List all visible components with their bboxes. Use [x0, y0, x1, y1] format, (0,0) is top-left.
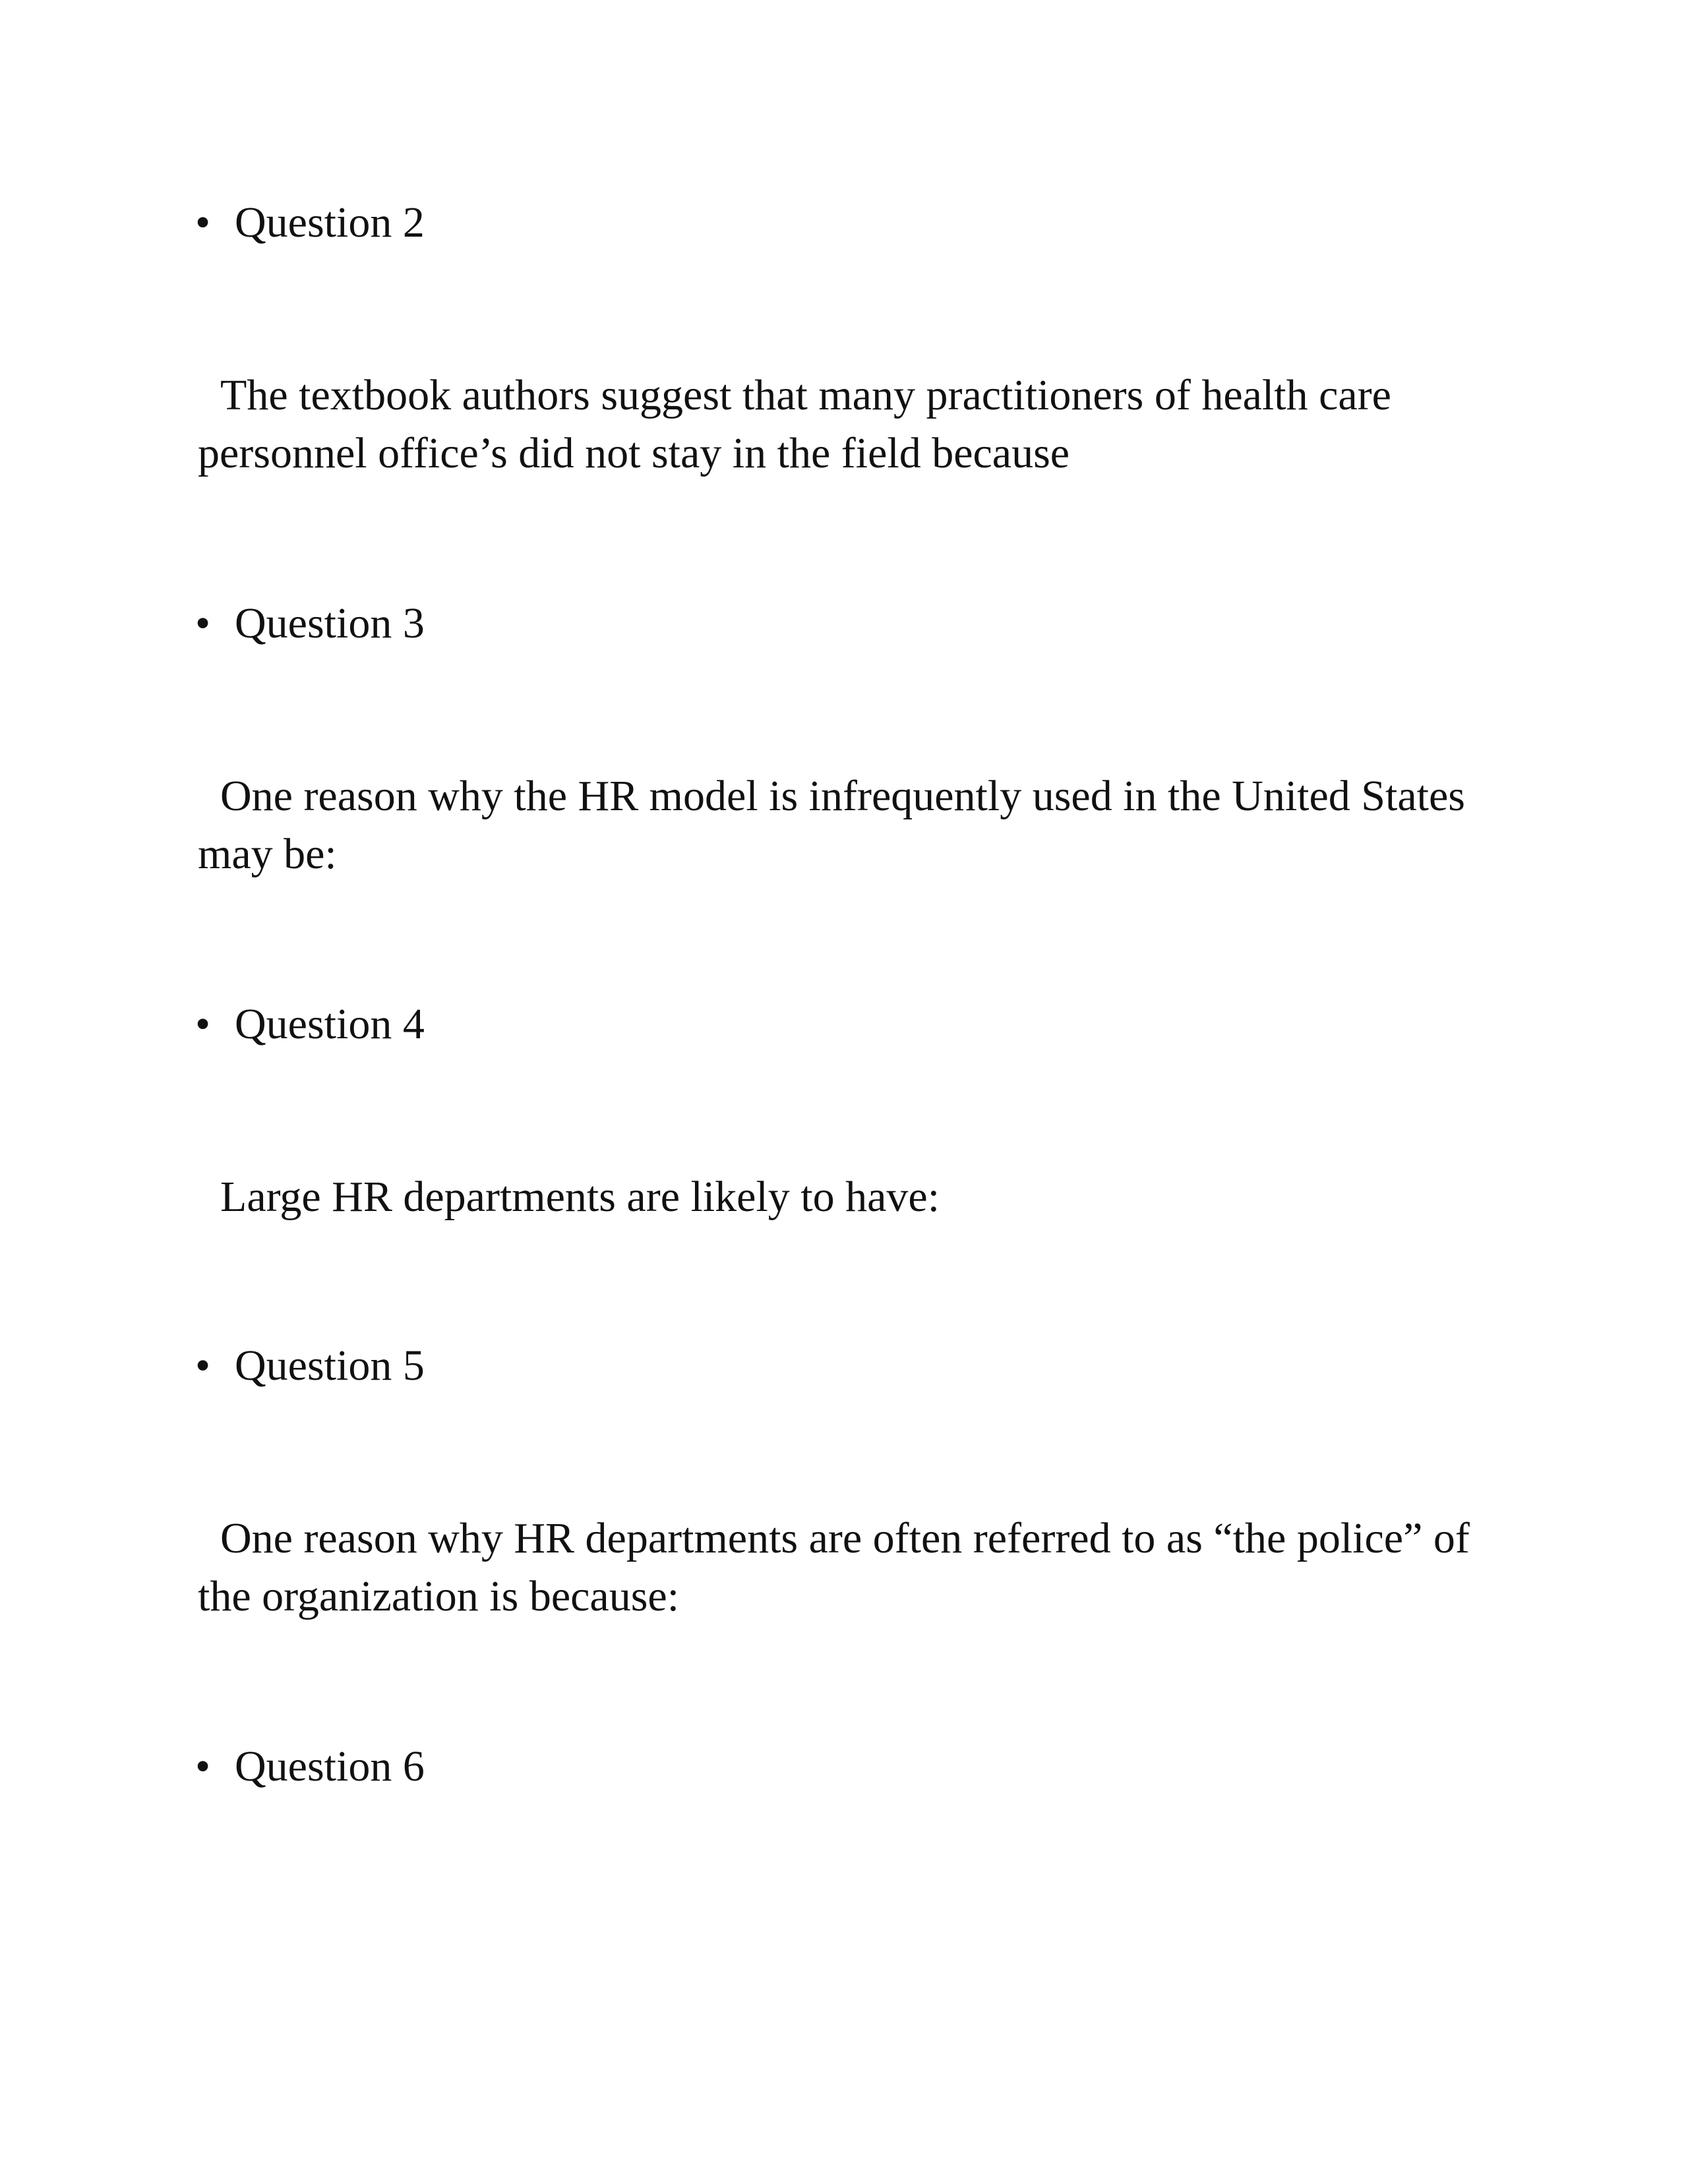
bullet-icon: • — [195, 1342, 211, 1390]
question-2-text: The textbook authors suggest that many practitioners of health care personnel office’s did not stay in the field because — [198, 371, 1391, 477]
question-5-label: Question 5 — [235, 1342, 425, 1390]
bullet-icon: • — [195, 599, 211, 647]
question-4-heading — [195, 998, 425, 1051]
question-3-heading — [195, 597, 425, 650]
question-6-heading — [195, 1740, 425, 1793]
bullet-icon: • — [195, 1742, 211, 1790]
bullet-icon: • — [195, 1000, 211, 1048]
question-5-heading — [195, 1340, 425, 1392]
question-4-text: Large HR departments are likely to have: — [220, 1173, 940, 1221]
question-4-label: Question 4 — [235, 1000, 425, 1048]
question-6-label: Question 6 — [235, 1742, 425, 1790]
bullet-icon: • — [195, 198, 211, 247]
question-3-text: One reason why the HR model is infrequently used in the United States may be: — [198, 772, 1465, 878]
question-3-label: Question 3 — [235, 599, 425, 647]
question-2-label: Question 2 — [235, 198, 425, 247]
question-5-text: One reason why HR departments are often referred to as “the police” of the organization is because: — [198, 1514, 1470, 1620]
question-2-heading — [195, 196, 425, 249]
